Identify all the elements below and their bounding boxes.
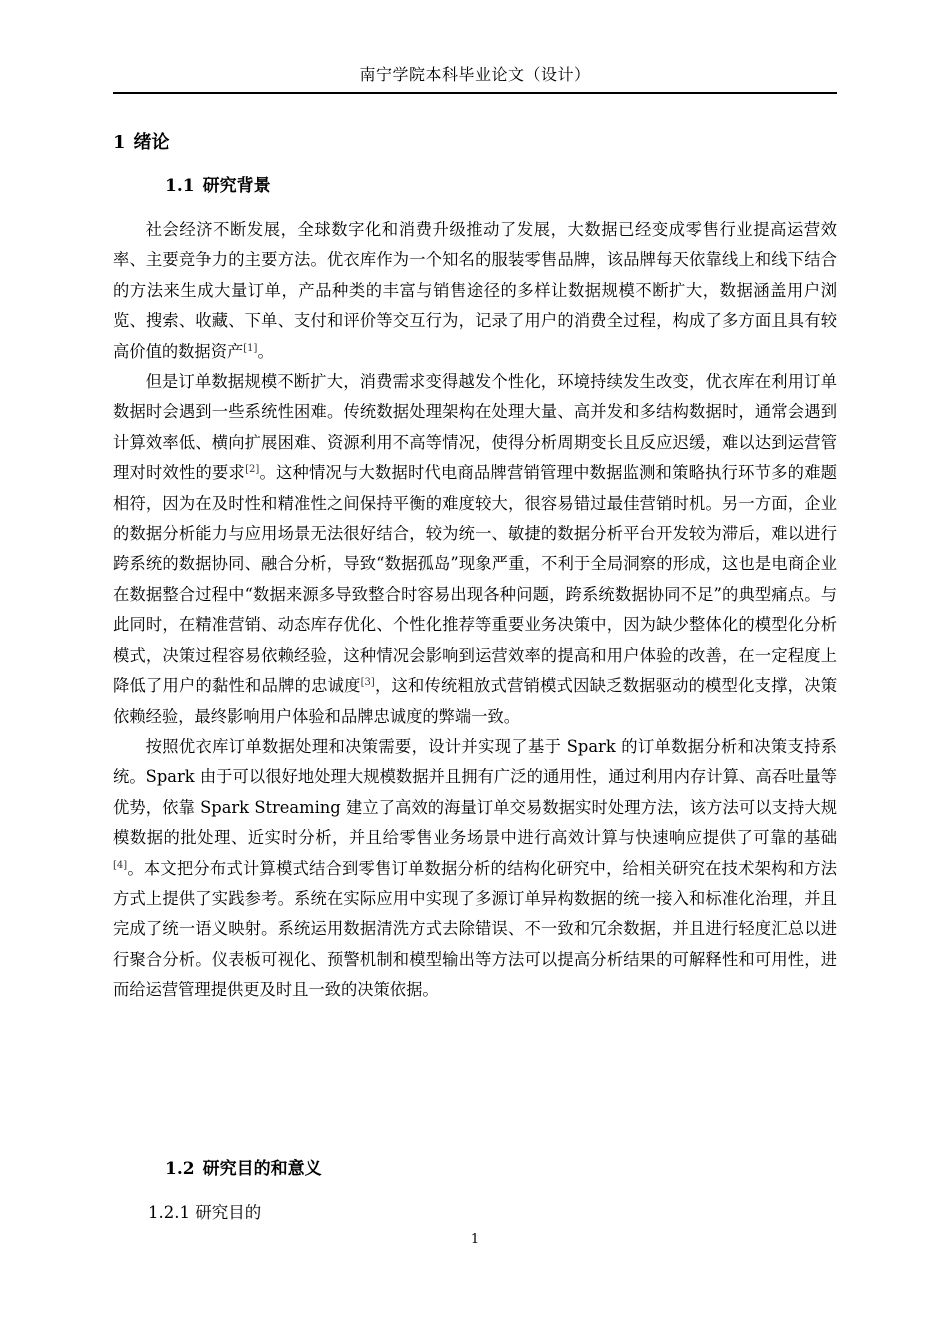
paragraph-text: 。这种情况与大数据时代电商品牌营销管理中数据监测和策略执行环节多的难题相符，因为在及时性和精准性之间保持平衡的难度较大，很容易错过最佳营销时机。另一方面，企业的数据分析能力与应用场景无法很好结合，较为统一、敏捷的数据分析平台开发较为滞后，难以进行跨系统的数据协同、融合分析，导致“数据孤岛”现象严重，不利于全局洞察的形成，这也是电商企业在数据整合过程中“数据来源多导致整合时容易出现各种问题，跨系统数据协同不足”的典型痛点。与此同时，在精准营销、动态库存优化、个性化推荐等重要业务决策中，因为缺少整体化的模型化分析模式，决策过程容易依赖经验，这种情况会影响到运营效率的提高和用户体验的改善，在一定程度上降低了用户的黏性和品牌的忠诚度 xyxy=(113,463,837,696)
section-heading-1-2 xyxy=(165,1156,322,1182)
paragraph-text: 。 xyxy=(257,341,274,361)
paragraph-text: 社会经济不断发展，全球数字化和消费升级推动了发展，大数据已经变成零售行业提高运营效率、主要竞争力的主要方法。优衣库作为一个知名的服装零售品牌，该品牌每天依靠线上和线下结合的方法来生成大量订单，产品种类的丰富与销售途径的多样让数据规模不断扩大，数据涵盖用户浏览、搜索、收藏、下单、支付和评价等交互行为，记录了用户的消费全过程，构成了多方面且具有较高价值的数据资产 xyxy=(113,220,837,361)
paragraph-1 xyxy=(113,215,837,367)
section-number: 1.2 xyxy=(165,1159,195,1179)
chapter-title: 绪论 xyxy=(133,132,170,153)
page-number: 1 xyxy=(470,1232,480,1247)
citation-ref: [4] xyxy=(113,859,128,871)
paragraph-text: 。本文把分布式计算模式结合到零售订单数据分析的结构化研究中，给相关研究在技术架构和方法方式上提供了实践参考。系统在实际应用中实现了多源订单异构数据的统一接入和标准化治理，并且完成了统一语义映射。系统运用数据清洗方式去除错误、不一致和冗余数据，并且进行轻度汇总以进行聚合分析。仪表板可视化、预警机制和模型输出等方法可以提高分析结果的可解释性和可用性，进而给运营管理提供更及时且一致的决策依据。 xyxy=(113,858,837,1000)
section-number: 1.1 xyxy=(165,176,195,196)
chapter-heading xyxy=(113,130,170,156)
subsection-heading-1-2-1: 1.2.1 研究目的 xyxy=(148,1203,262,1222)
page-header xyxy=(113,58,837,94)
body-text-block xyxy=(113,215,837,1006)
citation-ref: [1] xyxy=(243,342,258,354)
section-title: 研究目的和意义 xyxy=(202,1159,322,1179)
citation-ref: [2] xyxy=(245,464,260,476)
paragraph-text: ，这和传统粗放式营销模式因缺乏数据驱动的模型化支撑，决策依赖经验，最终影响用户体验和品牌忠诚度的弊端一致。 xyxy=(113,676,837,726)
paragraph-2 xyxy=(113,367,837,732)
section-title: 研究背景 xyxy=(202,176,271,196)
paragraph-3 xyxy=(113,732,837,1006)
section-heading-1-1 xyxy=(165,173,271,199)
header-title: 南宁学院本科毕业论文（设计） xyxy=(359,65,591,84)
chapter-number: 1 xyxy=(113,132,126,153)
paragraph-text: 但是订单数据规模不断扩大，消费需求变得越发个性化，环境持续发生改变，优衣库在利用订单数据时会遇到一些系统性困难。传统数据处理架构在处理大量、高并发和多结构数据时，通常会遇到计算效率低、横向扩展困难、资源利用不高等情况，使得分析周期变长且反应迟缓，难以达到运营管理对时效性的要求 xyxy=(113,372,837,483)
citation-ref: [3] xyxy=(360,677,375,689)
paragraph-text: 按照优衣库订单数据处理和决策需要，设计并实现了基于 Spark 的订单数据分析和决策支持系统。Spark 由于可以很好地处理大规模数据并且拥有广泛的通用性，通过利用内存计算、高吞吐量等优势，依靠 Spark Streaming 建立了高效的海量订单交易数据实时处理方法，该方法可以支持大规模数据的批处理、近实时分析，并且给零售业务场景中进行高效计算与快速响应提供了可靠的基础 xyxy=(113,736,837,848)
